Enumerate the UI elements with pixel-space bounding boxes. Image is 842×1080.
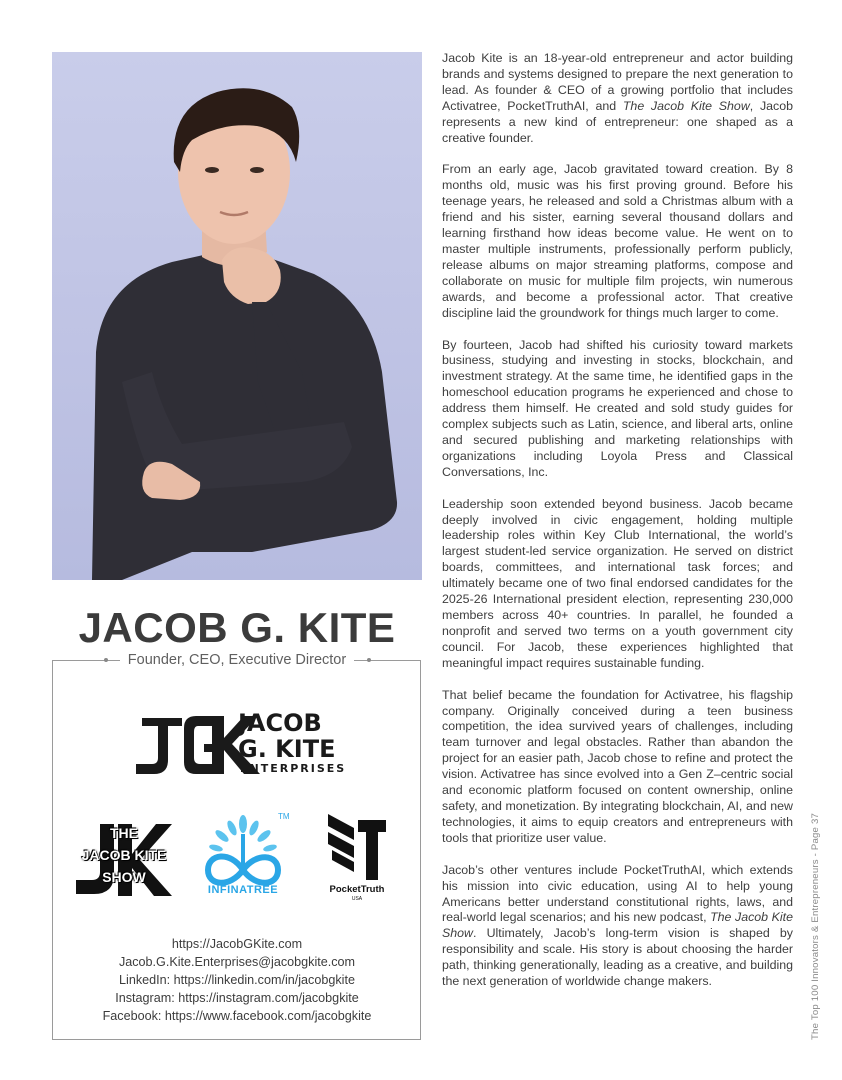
contact-list <box>52 935 422 1025</box>
article-paragraph-2: From an early age, Jacob gravitated toward creation. By 8 months old, music was his first proving ground. Before his teenage years, he released and sold a Christmas album with a friend and his sister, earning several thousand dollars and learning firsthand how ideas become value. He went on to master multiple instruments, professionally perform publicly, release albums on major streaming platforms, compose and collaborate on music for multiple film projects, win numerous awards, and become a professional actor. That creative discipline laid the groundwork for things much larger to come. <box>442 162 793 320</box>
jgk-logo-line2: G. KITE <box>238 735 336 763</box>
website-link[interactable]: https://JacobGKite.com <box>171 937 303 951</box>
p6-text-b: . Ultimately, Jacob’s long-term vision is shaped by responsibility and scale. His story is about choosing the harder path, thinking generationally, leading as a creative, and building the next generation of worldwide change makers. <box>442 926 793 989</box>
email-link[interactable]: Jacob.G.Kite.Enterprises@jacobgkite.com <box>118 955 356 969</box>
article-paragraph-3: By fourteen, Jacob had shifted his curiosity toward markets business, studying and investing in stocks, blockchain, and investment strategy. At the same time, he identified gaps in the homeschool education programs he experienced and chose to address them himself. He created and sold study guides for complex subjects such as Latin, science, and liberal arts, online and secured publishing and marketing relationships with organizations including Loyola Press and Classical Conversations, Inc. <box>442 337 793 479</box>
page-footer-vertical: The Top 100 Innovators & Entrepreneurs - Page 37 <box>810 812 821 1040</box>
show-logo-line3: SHOW <box>102 869 146 885</box>
person-name: JACOB G. KITE <box>78 604 396 651</box>
instagram-link[interactable]: Instagram: https://instagram.com/jacobgkite <box>115 991 359 1005</box>
divider-dot-left <box>104 658 108 662</box>
article-paragraph-6 <box>442 863 793 990</box>
article-paragraph-5: That belief became the foundation for Activatree, his flagship company. Originally conceived during a teen business competition, the idea survived years of challenges, including team turnover and legal obstacles. Rather than abandon the project for an easier path, Jacob chose to refine and protect the vision. Activatree has since evolved into a Gen Z–centric social and economic platform focused on content ownership, online safety, and monetization. By integrating blockchain, AI, and new technologies, it aims to equip creators and entrepreneurs with tools that prioritize user value. <box>442 687 793 845</box>
article-paragraph-4: Leadership soon extended beyond business. Jacob became deeply involved in civic engagement, holding multiple leadership roles within Key Club International, the world’s largest student-led service organization. He served on district boards, committees, and international task forces; and ultimately became one of two final endorsed candidates for the 2025-26 International president election, representing 230,000 members across 40+ countries. In parallel, he founded a nonprofit and served two terms on a youth government city council. For Jacob, these experiences highlighted that meaningful impact requires sustainable funding. <box>442 496 793 670</box>
show-logo-line1: THE <box>110 825 138 841</box>
show-logo-line2: JACOB KITE <box>81 847 167 863</box>
article-body <box>442 51 793 1006</box>
p6-text-a: Jacob’s other ventures include PocketTruthAI, which extends his mission into civic education, using AI to help young Americans better understand constitutional rights, laws, and real-world legal scenarios; and his new podcast, <box>442 862 793 925</box>
p6-emphasis: The Jacob Kite Show <box>442 910 793 941</box>
jgk-logo-line1: JACOB <box>238 709 322 737</box>
jgk-logo-line3: ENTERPRISES <box>240 762 347 775</box>
profile-photo <box>52 52 422 580</box>
p1-text-b: , Jacob represents a new kind of entrepreneur: one shaped as a creative founder. <box>442 98 794 145</box>
infinatree-logo-text: INFINATREE <box>207 884 279 896</box>
pockettruth-logo <box>324 810 390 882</box>
infinatree-tm: TM <box>278 812 290 821</box>
jgk-logo-text <box>238 710 346 775</box>
article-paragraph-1 <box>442 51 793 146</box>
jacob-kite-show-logo-text <box>74 822 174 888</box>
pockettruth-logo-sub: USA <box>351 896 363 902</box>
facebook-link[interactable]: Facebook: https://www.facebook.com/jacobgkite <box>102 1009 372 1023</box>
person-title-text: Founder, CEO, Executive Director <box>120 652 354 668</box>
p1-text-a: Jacob Kite is an 18-year-old entrepreneur and actor building brands and systems designed to prepare the next generation to lead. As founder & CEO of a growing portfolio that includes Activatree, PocketTruthAI, and <box>442 51 793 113</box>
pockettruth-logo-text: PocketTruth <box>329 884 385 895</box>
portrait-illustration <box>52 52 422 580</box>
p1-emphasis: The Jacob Kite Show <box>622 98 750 113</box>
linkedin-link[interactable]: LinkedIn: https://linkedin.com/in/jacobgkite <box>119 973 355 987</box>
divider-dot-right <box>367 658 371 662</box>
